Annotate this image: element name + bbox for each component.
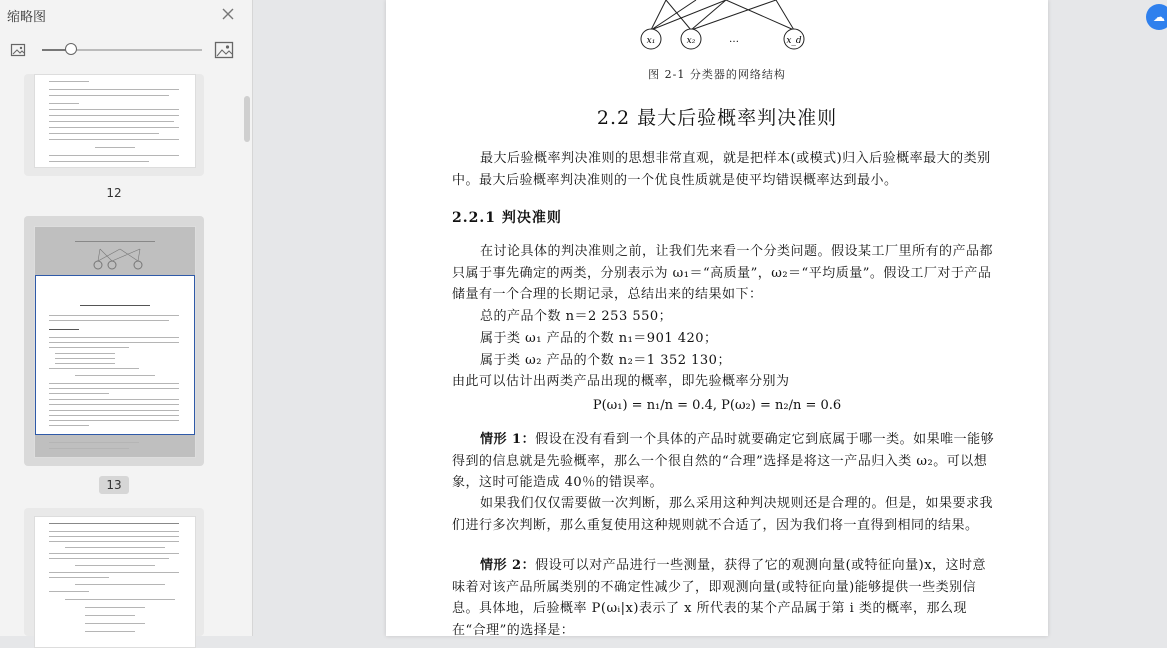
case-2-text: 假设可以对产品进行一些测量，获得了它的观测向量(或特征向量)x，这时意味着对该产品所属类别的不确定性减少了，即观测向量(或特征向量)能够提供一些类别信息。具体地，后验概率 P(ωᵢ|x)表示了 x 所代表的某个产品属于第 i 类的概率，那么现在“合理”的选择是： [452,558,987,638]
thumbnail-page-number-active: 13 [99,476,129,494]
thumbnail-size-toolbar [0,36,252,64]
figure-caption: 图 2-1 分类器的网络结构 [648,68,786,81]
viewport-indicator[interactable] [35,275,195,435]
class1-count: 属于类 ω₁ 产品的个数 n₁＝901 420； [480,331,718,346]
zoom-slider-knob[interactable] [65,43,77,55]
document-page [386,0,1048,636]
thumbnail-sidebar [0,0,253,636]
thumbnail-image [34,74,196,168]
estimate-line: 由此可以估计出两类产品出现的概率，即先验概率分别为 [452,374,790,389]
thumbnail-page-12[interactable] [24,74,204,176]
paragraph-1: 在讨论具体的判决准则之前，让我们先来看一个分类问题。假设某工厂里所有的产品都只属于事先确定的两类，分别表示为 ω₁＝“高质量”，ω₂＝“平均质量”。假设工厂对于产品储量有一个合理的长期记录，总结出来的结果如下： [452,244,994,302]
subsection-title: 2.2.1 判决准则 [452,210,562,226]
cloud-icon[interactable]: ☁ [1146,4,1167,30]
thumbnail-page-number: 12 [106,186,122,200]
node-label-xd: x_d [786,36,802,46]
total-count: 总的产品个数 n＝2 253 550； [480,309,673,324]
class2-count: 属于类 ω₂ 产品的个数 n₂＝1 352 130； [480,353,731,368]
sidebar-scrollbar[interactable] [244,96,250,142]
case-1-text: 假设在没有看到一个具体的产品时就要确定它到底属于哪一类。如果唯一能够得到的信息就是先验概率，那么一个很自然的“合理”选择是将这一产品归入类 ω₂。可以想象，这时可能造成 40％的错误率。 [452,432,995,490]
small-image-icon[interactable] [10,42,26,58]
case-2-paragraph [452,555,997,641]
thumbnail-image [34,226,196,458]
thumbnail-image [34,516,196,648]
paragraph-2: 如果我们仅仅需要做一次判断，那么采用这种判决规则还是合理的。但是，如果要求我们进行多次判断，那么重复使用这种规则就不合适了，因为我们将一直得到相同的结果。 [452,496,994,533]
case-1-paragraph [452,429,997,494]
node-label-x2: x₂ [686,36,696,46]
section-title: 2.2 最大后验概率判决准则 [596,107,838,129]
node-ellipsis: … [729,34,739,45]
case-2-label: 情形 2： [480,558,536,573]
case-1-label: 情形 1： [480,432,536,447]
thumbnail-page-14[interactable] [24,508,204,636]
zoom-slider[interactable] [42,49,202,51]
sidebar-header [0,0,252,30]
intro-paragraph: 最大后验概率判决准则的思想非常直观，就是把样本(或模式)归入后验概率最大的类别中。最大后验概率判决准则的一个优良性质就是使平均错误概率达到最小。 [452,151,991,188]
sidebar-title: 缩略图 [7,10,47,25]
node-label-x1: x₁ [646,36,656,46]
thumbnail-page-13[interactable] [24,216,204,466]
network-diagram [626,0,816,52]
large-image-icon[interactable] [214,40,234,60]
close-icon[interactable] [220,6,236,22]
prior-equation: P(ω₁) = n₁/n = 0.4, P(ω₂) = n₂/n = 0.6 [592,398,842,413]
